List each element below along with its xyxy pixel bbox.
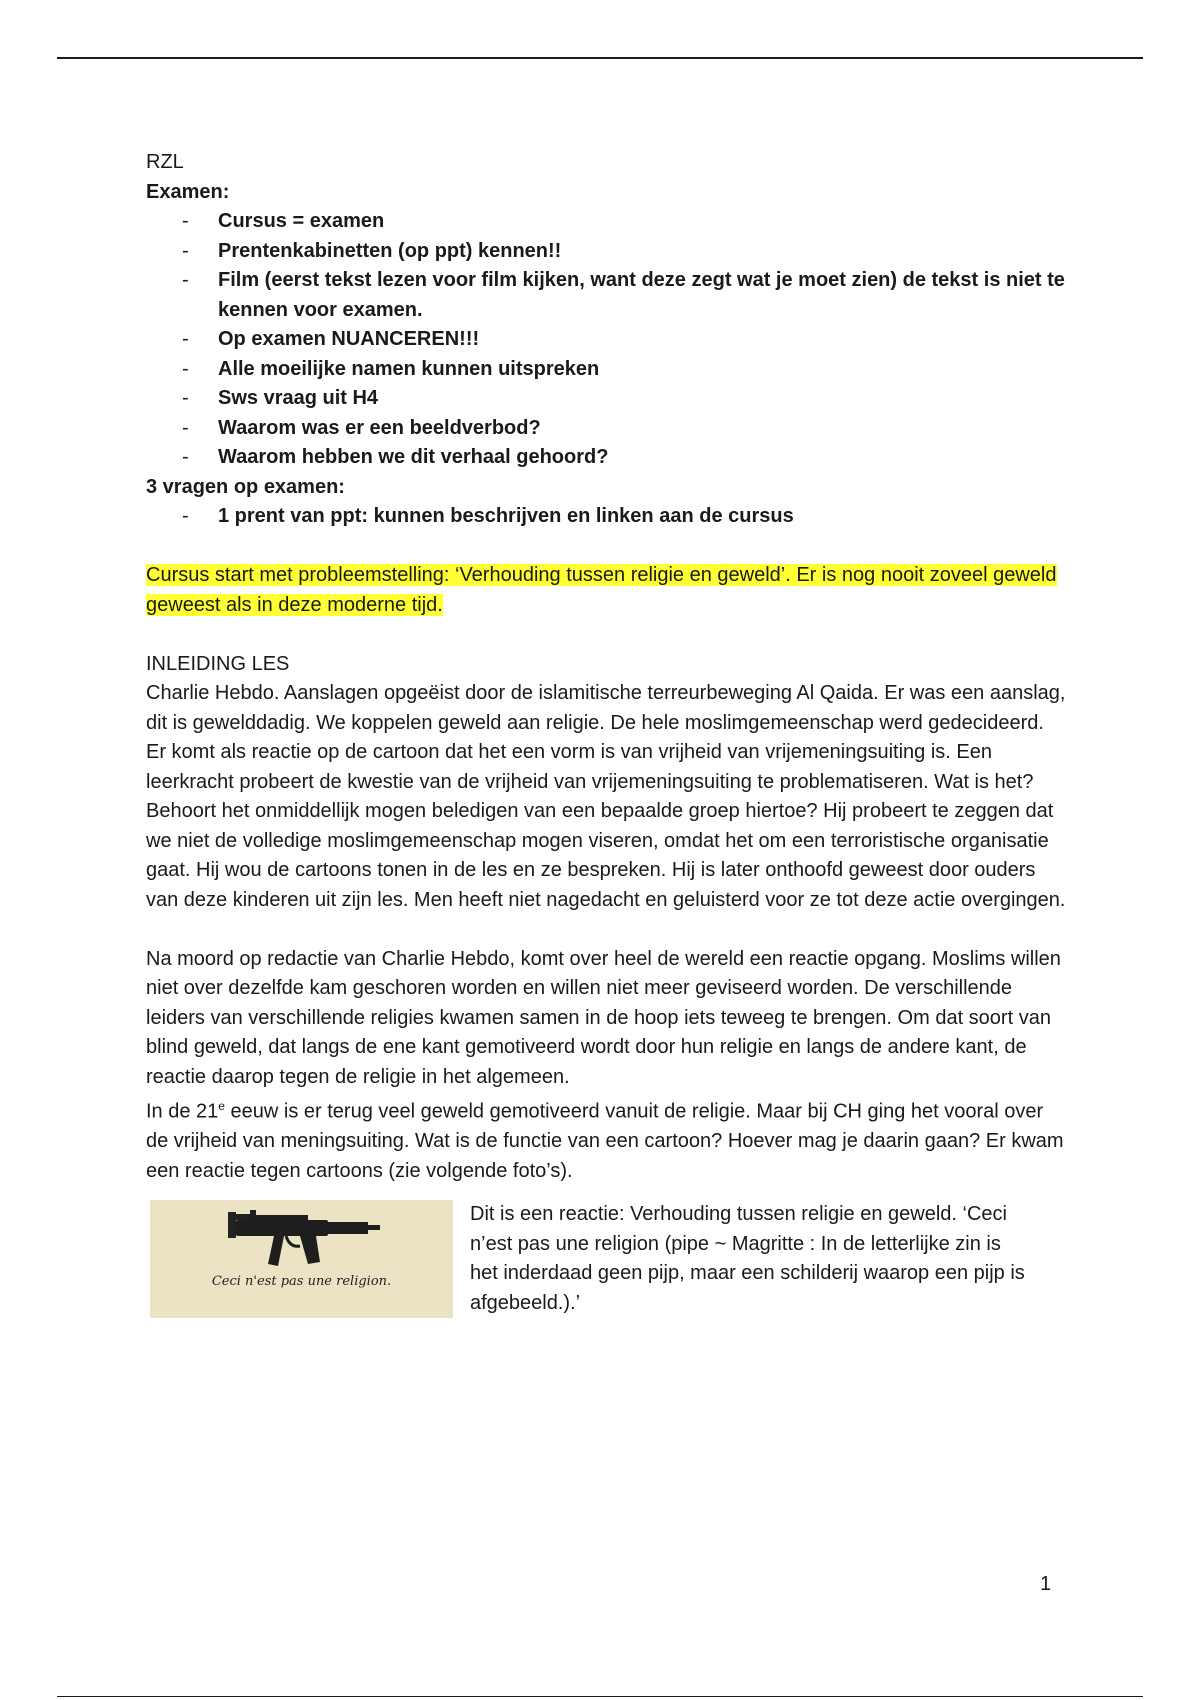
list-item: - Prentenkabinetten (op ppt) kennen!! bbox=[218, 237, 1066, 267]
paragraph-21st-century-rest: eeuw is er terug veel geweld gemotiveerd vanuit de religie. Maar bij CH ging het vooral over de vrijheid van meningsuiting. Wat is de functie van een cartoon? Hoever mag je daarin gaan? Er kwam een reactie tegen cartoons (zie volgende foto’s). bbox=[146, 1100, 1064, 1182]
cartoon-caption: Ceci n'est pas une religion. bbox=[211, 1273, 392, 1289]
header-rule bbox=[57, 57, 1143, 59]
list-item: - Sws vraag uit H4 bbox=[218, 384, 1066, 414]
footer-rule bbox=[57, 1696, 1143, 1697]
document-body bbox=[146, 148, 1066, 1318]
submachine-gun-icon bbox=[150, 1200, 453, 1318]
list-item: - Film (eerst tekst lezen voor film kijken, want deze zegt wat je moet zien) de tekst is niet te kennen voor examen. bbox=[218, 266, 1066, 325]
questions-heading: 3 vragen op examen: bbox=[146, 475, 345, 498]
paragraph-21st-century-start: In de 21 bbox=[146, 1100, 219, 1123]
paragraph-charlie-hebdo: Charlie Hebdo. Aanslagen opgeëist door de islamitische terreurbeweging Al Qaida. Er was een aanslag, dit is gewelddadig. We koppelen geweld aan religie. De hele moslimgemeenschap werd gedecideerd. Er komt als reactie op de cartoon dat het een vorm is van vrijheid van vrijemeningsuiting is. Een leerkracht probeert de kwestie van de vrijheid van vrijemeningsuiting te problematiseren. Wat is het? Behoort het onmiddellijk mogen beledigen van een bepaalde groep hiertoe? Hij probeert te zeggen dat we niet de volledige moslimgemeenschap mogen viseren, omdat het om een terroristische organisatie gaat. Hij wou de cartoons tonen in de les en ze bespreken. Hij is later onthoofd geweest door ouders van deze kinderen uit zijn les. Men heeft niet nagedacht en geluisterd voor ze tot deze actie overgingen. bbox=[146, 682, 1066, 911]
list-item: - Op examen NUANCEREN!!! bbox=[218, 325, 1066, 355]
figure-row bbox=[146, 1200, 1066, 1318]
document-title: RZL bbox=[146, 151, 184, 173]
highlighted-paragraph bbox=[146, 561, 1066, 620]
ordinal-superscript: e bbox=[218, 1099, 225, 1113]
paragraph-reaction: Na moord op redactie van Charlie Hebdo, komt over heel de wereld een reactie opgang. Moslims willen niet over dezelfde kam geschoren worden en willen niet meer geviseerd worden. De verschillende leiders van verschillende religies kwamen samen in de hoop iets teweeg te brengen. Om dat soort van blind geweld, dat langs de ene kant gemotiveerd wordt door hun religie en langs de andere kant, de reactie daarop tegen de religie in het algemeen. bbox=[146, 947, 1061, 1088]
list-item: - Waarom hebben we dit verhaal gehoord? bbox=[218, 443, 1066, 473]
cartoon-image bbox=[150, 1200, 453, 1318]
list-item: - Cursus = examen bbox=[218, 207, 1066, 237]
exam-list bbox=[146, 207, 1066, 473]
page-number: 1 bbox=[1040, 1573, 1052, 1595]
list-item: - Waarom was er een beeldverbod? bbox=[218, 414, 1066, 444]
intro-heading: INLEIDING LES bbox=[146, 652, 290, 675]
figure-description: Dit is een reactie: Verhouding tussen religie en geweld. ‘Ceci n’est pas une religion (pipe ~ Magritte : In de letterlijke zin is het inderdaad geen pijp, maar een schilderij waarop een pijp is afgebeeld.).’ bbox=[470, 1203, 1025, 1314]
exam-heading: Examen: bbox=[146, 180, 230, 203]
questions-list bbox=[146, 502, 1066, 532]
highlight-text: Cursus start met probleemstelling: ‘Verhouding tussen religie en geweld’. Er is nog nooit zoveel geweld geweest als in deze moderne tijd. bbox=[146, 564, 1057, 616]
list-item: - Alle moeilijke namen kunnen uitspreken bbox=[218, 355, 1066, 385]
paragraph-21st-century bbox=[146, 1092, 1066, 1186]
list-item: - 1 prent van ppt: kunnen beschrijven en linken aan de cursus bbox=[218, 502, 1066, 532]
